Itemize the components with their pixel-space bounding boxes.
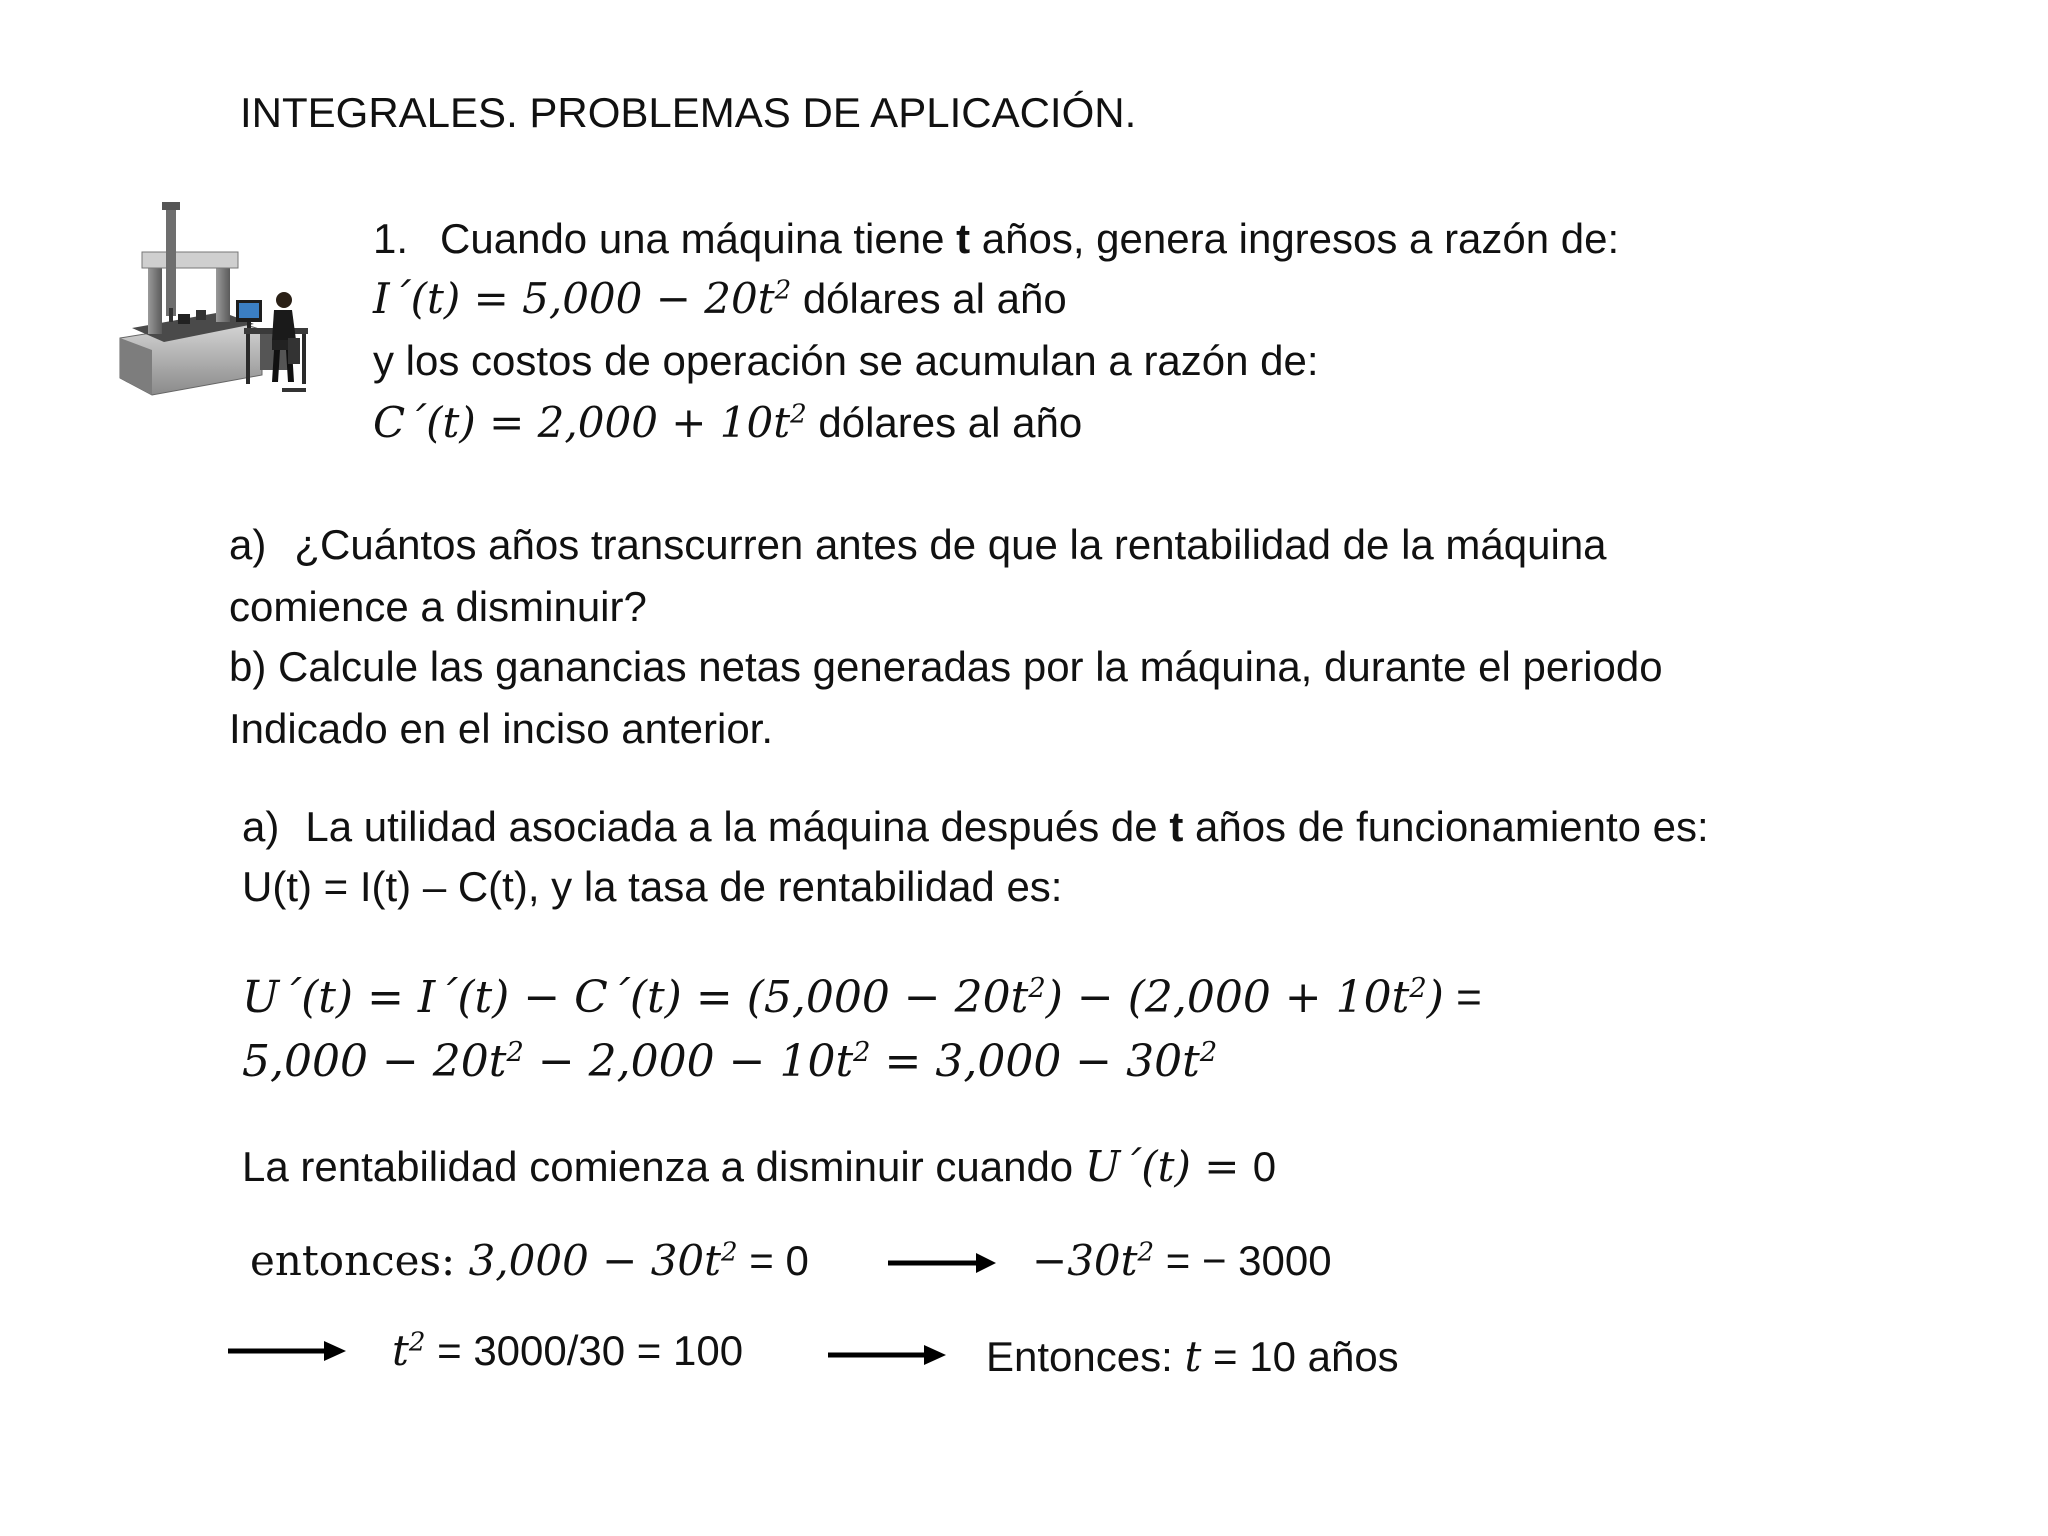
- solution-line2: U(t) = I(t) – C(t), y la tasa de rentabilidad es:: [242, 863, 1063, 910]
- question-b-line1: b) Calcule las ganancias netas generadas por la máquina, durante el periodo: [229, 643, 1663, 690]
- arrow-right-icon: [828, 1340, 948, 1370]
- step-2: $-30t^2$ = − 3000: [1032, 1236, 1332, 1285]
- arrow-right-icon: [228, 1336, 348, 1366]
- conclusion: Entonces: t = 10 años: [986, 1332, 1399, 1381]
- question-a-line2: comience a disminuir?: [229, 583, 647, 630]
- profit-rate-equation-line1: U´(t) = I´(t) − C´(t) = $(5,000 - 20t^2) - (2,000 + 10t^2)$ =: [242, 972, 1482, 1023]
- costs-text: y los costos de operación se acumulan a razón de:: [373, 337, 1319, 384]
- problem-number: 1.: [373, 215, 409, 262]
- cost-equation: C´(t) = $2,000 + 10t^2$ dólares al año: [373, 398, 1083, 447]
- problem-intro: 1. Cuando una máquina tiene t años, genera ingresos a razón de:: [373, 215, 1620, 262]
- decrease-condition: La rentabilidad comienza a disminuir cuando U´(t) = 0: [242, 1142, 1277, 1191]
- variable-t: t: [956, 215, 971, 262]
- arrow-right-icon: [888, 1248, 998, 1278]
- question-b-line2: Indicado en el inciso anterior.: [229, 705, 774, 752]
- step-1: entonces: $3,000 - 30t^2 = 0$: [250, 1236, 809, 1285]
- solution-line1: a) La utilidad asociada a la máquina después de t años de funcionamiento es:: [242, 803, 1709, 850]
- profit-rate-equation-line2: $5,000 - 20t^2 - 2,000 - 10t^2 = 3,000 - 30t^2$: [242, 1036, 1218, 1087]
- page-title: INTEGRALES. PROBLEMAS DE APLICACIÓN.: [240, 89, 1137, 136]
- step-3: $t^2 = 3000/30 = 100$: [392, 1326, 744, 1375]
- question-a-line1: a) ¿Cuántos años transcurren antes de que la rentabilidad de la máquina: [229, 521, 1607, 568]
- income-equation: I´(t) = $5,000 - 20t^2$ dólares al año: [373, 274, 1067, 323]
- machine-operator-illustration: [112, 200, 322, 410]
